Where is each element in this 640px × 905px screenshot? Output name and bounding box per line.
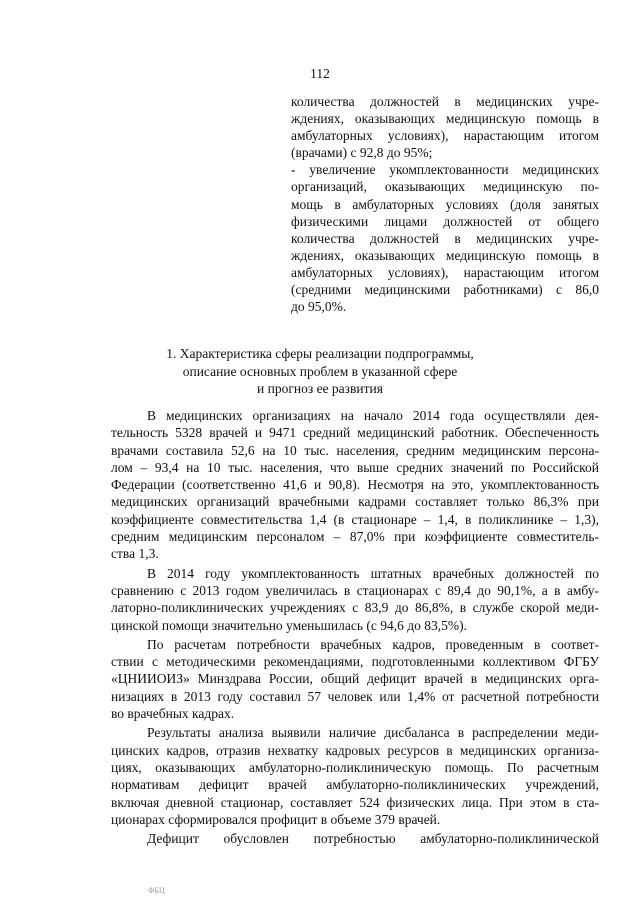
paragraph bbox=[111, 565, 599, 634]
text-line: (средними медицинскими работниками) с 86,0 bbox=[291, 282, 599, 298]
paragraph bbox=[111, 636, 599, 722]
text-line: амбулаторных условиях), нарастающим итогом bbox=[291, 128, 599, 144]
text-line: Федерации (соответственно 41,6 и 90,8). Несмотря на это, укомплектованность bbox=[111, 477, 599, 493]
text-line: включая дневной стационар, составляет 524 физических лица. При этом в ста- bbox=[111, 794, 599, 810]
text-line: низациях в 2013 году составил 57 человек или 1,4% от расчетной потребности bbox=[111, 688, 599, 704]
text-line: нормативам дефицит врачей амбулаторно-поликлинических учреждений, bbox=[111, 777, 599, 793]
text-line: Результаты анализа выявили наличие дисбаланса в распределении меди- bbox=[147, 725, 599, 741]
text-line: ждениях, оказывающих медицинскую помощь в bbox=[291, 247, 599, 263]
right-column-text bbox=[291, 93, 599, 315]
text-line: Дефицит обусловлен потребностью амбулаторно-поликлинической bbox=[147, 831, 599, 847]
text-line: тельность 5328 врачей и 9471 средний медицинский работник. Обеспеченность bbox=[111, 425, 599, 441]
heading-line: описание основных проблем в указанной сфере bbox=[182, 363, 458, 379]
text-line: циях, оказывающих амбулаторно-поликлиническую помощь. По расчетным bbox=[111, 759, 599, 775]
body-text bbox=[111, 407, 599, 849]
text-line: В 2014 году укомплектованность штатных врачебных должностей по bbox=[147, 565, 599, 581]
scan-artifact: ФБЦ bbox=[148, 886, 165, 895]
text-line: амбулаторных условиях), нарастающим итогом bbox=[291, 264, 599, 280]
text-line: ствии с методическими рекомендациями, подготовленными коллективом ФГБУ bbox=[111, 654, 599, 670]
text-line: медицинских организаций врачебными кадрами составляет только 86,3% при bbox=[111, 494, 599, 510]
text-line: По расчетам потребности врачебных кадров, проведенным в соответ- bbox=[147, 636, 599, 652]
text-line: сравнению с 2013 годом увеличилась в стационарах с 89,4 до 90,1%, а в амбу- bbox=[111, 582, 599, 598]
text-line: физическими лицами должностей от общего bbox=[291, 213, 599, 229]
heading-line: 1. Характеристика сферы реализации подпрограммы, bbox=[166, 346, 474, 361]
text-line: цинской помощи значительно уменьшилась (с 94,6 до 83,5%). bbox=[111, 617, 468, 633]
text-line: (врачами) с 92,8 до 95%; bbox=[291, 145, 433, 161]
text-line: во врачебных кадрах. bbox=[111, 706, 235, 722]
text-line: организаций, оказывающих медицинскую по- bbox=[291, 179, 599, 195]
text-line: ционарах сформировался профицит в объеме 379 врачей. bbox=[111, 811, 441, 827]
text-line: мощь в амбулаторных условиях (доля занятых bbox=[291, 196, 599, 212]
text-line: количества должностей в медицинских учре- bbox=[291, 230, 599, 246]
text-line: количества должностей в медицинских учре- bbox=[291, 94, 599, 109]
section-heading bbox=[0, 345, 640, 398]
paragraph bbox=[111, 830, 599, 847]
page-number: 112 bbox=[310, 66, 330, 81]
text-line: врачами составила 52,6 на 10 тыс. населения, средним медицинским персона- bbox=[111, 442, 599, 458]
heading-line: и прогноз ее развития bbox=[257, 381, 383, 396]
text-line: цинских кадров, отразив нехватку кадровых ресурсов в медицинских организа- bbox=[111, 742, 599, 758]
text-line: В медицинских организациях на начало 2014 года осуществляли дея- bbox=[147, 408, 599, 423]
text-line: ства 1,3. bbox=[111, 546, 159, 562]
text-line: ждениях, оказывающих медицинскую помощь в bbox=[291, 111, 599, 127]
text-line: коэффициенте совместительства 1,4 (в стационаре – 1,4, в поликлинике – 1,3), bbox=[111, 511, 599, 527]
text-line: латорно-поликлинических учреждениях с 83,9 до 86,8%, в службе скорой меди- bbox=[111, 600, 599, 616]
text-line: средним медицинским персоналом – 87,0% при коэффициенте совместитель- bbox=[111, 529, 599, 545]
paragraph bbox=[111, 407, 599, 563]
paragraph bbox=[111, 724, 599, 828]
text-line: - увеличение укомплектованности медицинских bbox=[291, 162, 599, 178]
text-line: лом – 93,4 на 10 тыс. населения, что выше средних значений по Российской bbox=[111, 459, 599, 475]
text-line: «ЦНИИОИЗ» Минздрава России, общий дефицит врачей в медицинских орга- bbox=[111, 671, 599, 687]
text-line: до 95,0%. bbox=[291, 299, 347, 315]
